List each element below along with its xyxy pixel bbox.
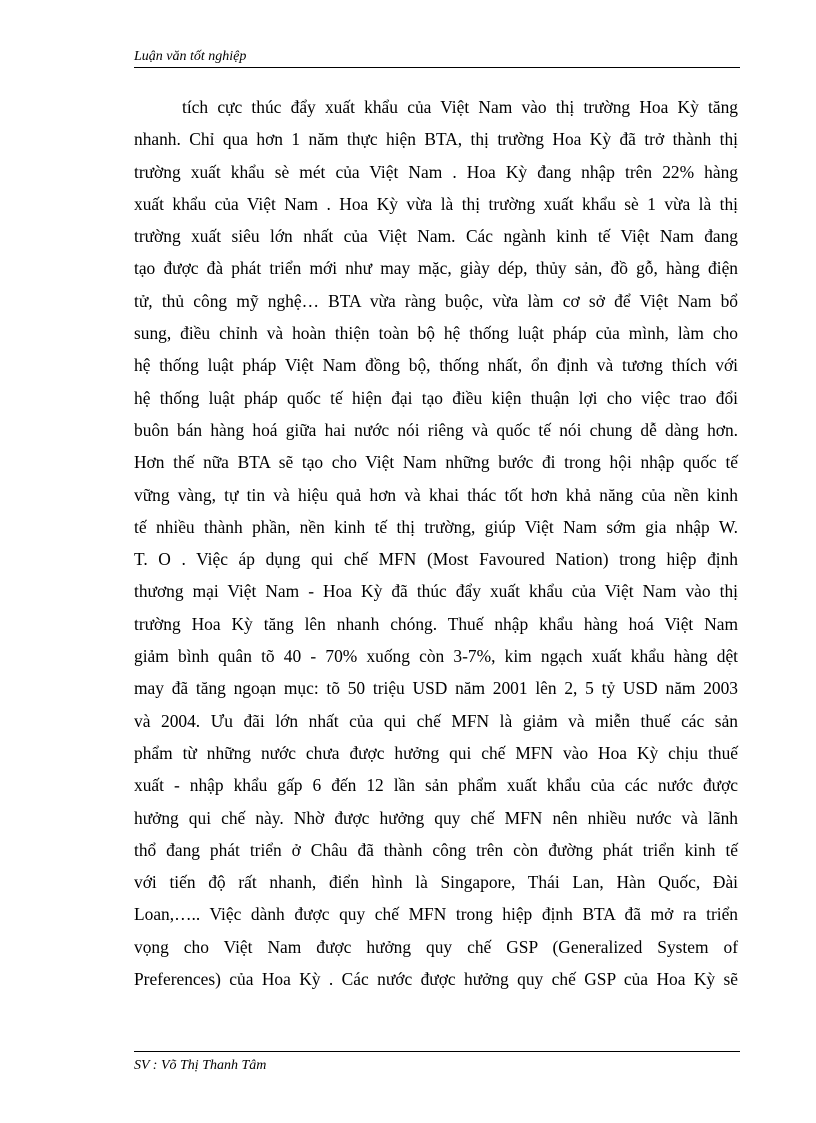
text-line: thổ đang phát triển ở Châu đã thành công trên còn đường phát triển kinh tế: [134, 839, 738, 860]
text-line: với tiến độ rất nhanh, điển hình là Singapore, Thái Lan, Hàn Quốc, Đài: [134, 872, 738, 893]
text-line: nhanh. Chỉ qua hơn 1 năm thực hiện BTA, thị trường Hoa Kỳ đã trở thành thị: [134, 129, 738, 150]
text-line: xuất khẩu của Việt Nam . Hoa Kỳ vừa là thị trường xuất khẩu sè 1 vừa là thị: [134, 193, 738, 214]
header-title: Luận văn tốt nghiệp: [134, 49, 247, 64]
text-line: thương mại Việt Nam - Hoa Kỳ đã thúc đẩy xuất khẩu của Việt Nam vào thị: [134, 581, 738, 602]
text-line: vọng cho Việt Nam được hưởng quy chế GSP (Generalized System of: [134, 936, 738, 957]
text-line: và 2004. Ưu đãi lớn nhất của qui chế MFN là giảm và miễn thuế các sản: [134, 710, 738, 731]
text-line: buôn bán hàng hoá giữa hai nước nói riêng và quốc tế nói chung dễ dàng hơn.: [134, 419, 738, 440]
text-line: may đã tăng ngoạn mục: tõ 50 triệu USD năm 2001 lên 2, 5 tỷ USD năm 2003: [134, 678, 738, 699]
text-line: tử, thủ công mỹ nghệ… BTA vừa ràng buộc, vừa làm cơ sở để Việt Nam bổ: [134, 290, 738, 311]
text-line: tạo được đà phát triển mới như may mặc, giày dép, thủy sản, đồ gỗ, hàng điện: [134, 258, 738, 279]
text-line: phẩm từ những nước chưa được hưởng qui chế MFN vào Hoa Kỳ chịu thuế: [134, 742, 738, 763]
text-line: sung, điều chỉnh và hoàn thiện toàn bộ hệ thống luật pháp của mình, làm cho: [134, 323, 738, 344]
text-line: trường xuất khẩu sè mét của Việt Nam . Hoa Kỳ đang nhập trên 22% hàng: [134, 161, 738, 182]
text-line: Hơn thế nữa BTA sẽ tạo cho Việt Nam những bước đi trong hội nhập quốc tế: [134, 452, 738, 473]
text-line: T. O . Việc áp dụng qui chế MFN (Most Favoured Nation) trong hiệp định: [134, 549, 738, 570]
text-line: tế nhiều thành phần, nền kinh tế thị trường, giúp Việt Nam sớm gia nhập W.: [134, 516, 738, 537]
text-line: Loan,….. Việc dành được quy chế MFN trong hiệp định BTA đã mở ra triển: [134, 904, 738, 925]
footer-author: SV : Võ Thị Thanh Tâm: [134, 1058, 267, 1073]
text-line: hưởng qui chế này. Nhờ được hưởng quy chế MFN nên nhiều nước và lãnh: [134, 807, 738, 828]
text-line: vững vàng, tự tin và hiệu quả hơn và khai thác tốt hơn khả năng của nền kinh: [134, 484, 738, 505]
text-line: hệ thống luật pháp quốc tế hiện đại tạo điều kiện thuận lợi cho việc trao đổi: [134, 387, 738, 408]
text-line: Preferences) của Hoa Kỳ . Các nước được hưởng quy chế GSP của Hoa Kỳ sẽ: [134, 969, 738, 990]
text-line: xuất - nhập khẩu gấp 6 đến 12 lần sản phẩm xuất khẩu của các nước được: [134, 775, 738, 796]
running-header: [134, 48, 740, 68]
text-line: hệ thống luật pháp Việt Nam đồng bộ, thống nhất, ổn định và tương thích với: [134, 355, 738, 376]
text-line: trường xuất siêu lớn nhất của Việt Nam. Các ngành kinh tế Việt Nam đang: [134, 226, 738, 247]
text-line: trường Hoa Kỳ tăng lên nhanh chóng. Thuế nhập khẩu hàng hoá Việt Nam: [134, 613, 738, 634]
running-footer: [134, 1051, 740, 1081]
text-line: giảm bình quân tõ 40 - 70% xuống còn 3-7%, kim ngạch xuất khẩu hàng dệt: [134, 646, 738, 667]
body-text: [134, 91, 738, 995]
text-line: tích cực thúc đẩy xuất khẩu của Việt Nam vào thị trường Hoa Kỳ tăng: [182, 97, 738, 117]
